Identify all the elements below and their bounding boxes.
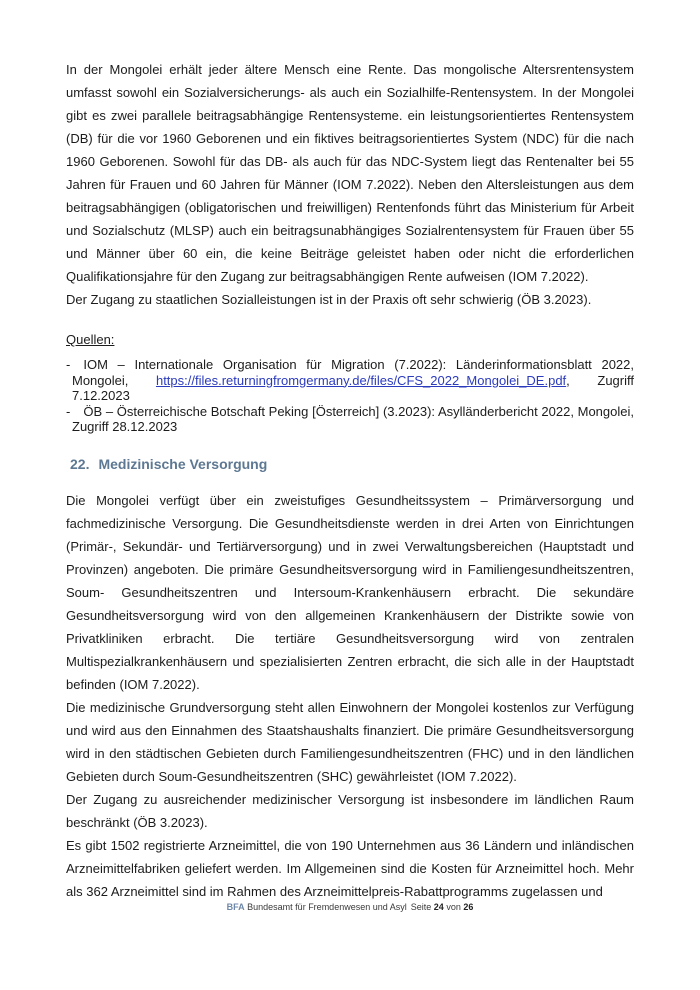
- source-text: IOM – Internationale Organisation für Migration (7.2022): Länderinformationsblatt 2022, Mongolei,: [72, 357, 634, 388]
- paragraph-social-benefits-access: Der Zugang zu staatlichen Sozialleistungen ist in der Praxis oft sehr schwierig (ÖB 3.2023).: [66, 292, 592, 307]
- paragraph-pension-system: In der Mongolei erhält jeder ältere Mensch eine Rente. Das mongolische Altersrentensystem umfasst sowohl ein Sozialversicherungs- als auch ein Sozialhilfe-Rentensystem. In der Mongolei gibt es zwei parallele beitragsabhängige Rentensysteme. ein leistungsorientiertes Rentensystem (DB) für die vor 1960 Geborenen und ein fiktives beitragsorientiertes System (NDC) für die nach 1960 Geborenen. Sowohl für das DB- als auch für das NDC-System liegt das Rentenalter bei 55 Jahren für Frauen und 60 Jahren für Männer (IOM 7.2022). Neben den Altersleistungen aus dem beitragsabhängigen (obligatorischen und freiwilligen) Rentenfonds führt das Ministerium für Arbeit und Sozialschutz (MLSP) auch ein beitragsunabhängiges Sozialrentensystem für Frauen über 55 und Männer über 60 ein, die keine Beiträge geleistet haben oder nicht die erforderlichen Qualifikationsjahre für den Zugang zur beitragsabhängigen Rente aufweisen (IOM 7.2022).: [66, 62, 634, 284]
- section-heading-medizinische-versorgung: [66, 455, 634, 474]
- source-item-iom: [66, 357, 634, 404]
- page-content: [66, 58, 634, 903]
- bullet-dash: -: [66, 403, 71, 419]
- footer-page-current: 24: [433, 902, 444, 912]
- footer-org-name: Bundesamt für Fremdenwesen und Asyl: [247, 902, 407, 912]
- source-text: ÖB – Österreichische Botschaft Peking [Österreich] (3.2023): Asylländerbericht 2022, Mongolei, Zugriff 28.12.2023: [72, 403, 634, 434]
- bfa-logo: BFA: [226, 902, 245, 912]
- footer-page-separator: von: [446, 902, 461, 912]
- paragraph-rural-access: Der Zugang zu ausreichender medizinischer Versorgung ist insbesondere im ländlichen Raum beschränkt (ÖB 3.2023).: [66, 791, 634, 830]
- source-text-after-link: , Zugriff 7.12.2023: [72, 372, 634, 403]
- paragraph-basic-care: Die medizinische Grundversorgung steht allen Einwohnern der Mongolei kostenlos zur Verfügung und wird aus den Einnahmen des Staatshaushalts finanziert. Die primäre Gesundheitsversorgung wird in den städtischen Gebieten durch Familiengesundheitszentren (FHC) und in den ländlichen Gebieten durch Soum-Gesundheitszentren (SHC) gewährleistet (IOM 7.2022).: [66, 699, 634, 784]
- footer-page-total: 26: [463, 902, 474, 912]
- section-title: Medizinische Versorgung: [98, 455, 268, 472]
- source-link-url[interactable]: https://files.returningfromgermany.de/files/CFS_2022_Mongolei_DE.pdf: [155, 372, 567, 388]
- bullet-dash: -: [66, 357, 71, 372]
- sources-block: [66, 332, 634, 435]
- paragraph-medications: Es gibt 1502 registrierte Arzneimittel, die von 190 Unternehmen aus 36 Ländern und inländischen Arzneimittelfabriken geliefert werden. Im Allgemeinen sind die Kosten für Arzneimittel hoch. Mehr als 362 Arzneimittel sind im Rahmen des Arzneimittelpreis-Rabattprogramms zugelassen und: [66, 837, 634, 899]
- paragraph-health-system: Die Mongolei verfügt über ein zweistufiges Gesundheitssystem – Primärversorgung und fachmedizinische Versorgung. Die Gesundheitsdienste werden in drei Arten von Einrichtungen (Primär-, Sekundär- und Tertiärversorgung) und in zwei Verwaltungsbereichen (Hauptstadt und Provinzen) angeboten. Die primäre Gesundheitsversorgung wird in Familiengesundheitszentren, Soum- Gesundheitszentren und Intersoum-Krankenhäusern erbracht. Die sekundäre Gesundheitsversorgung wird von den allgemeinen Krankenhäusern der Distrikte sowie von Privatkliniken erbracht. Die tertiäre Gesundheitsversorgung wird von zentralen Multispezialkrankenhäusern und spezialisierten Zentren erbracht, die sich alle in der Hauptstadt befinden (IOM 7.2022).: [66, 492, 634, 692]
- source-item-oeb: [66, 404, 634, 435]
- sources-title: Quellen:: [66, 332, 115, 347]
- page-footer: [0, 901, 700, 913]
- footer-page-label: Seite: [410, 902, 432, 912]
- section-number: 22.: [70, 455, 90, 472]
